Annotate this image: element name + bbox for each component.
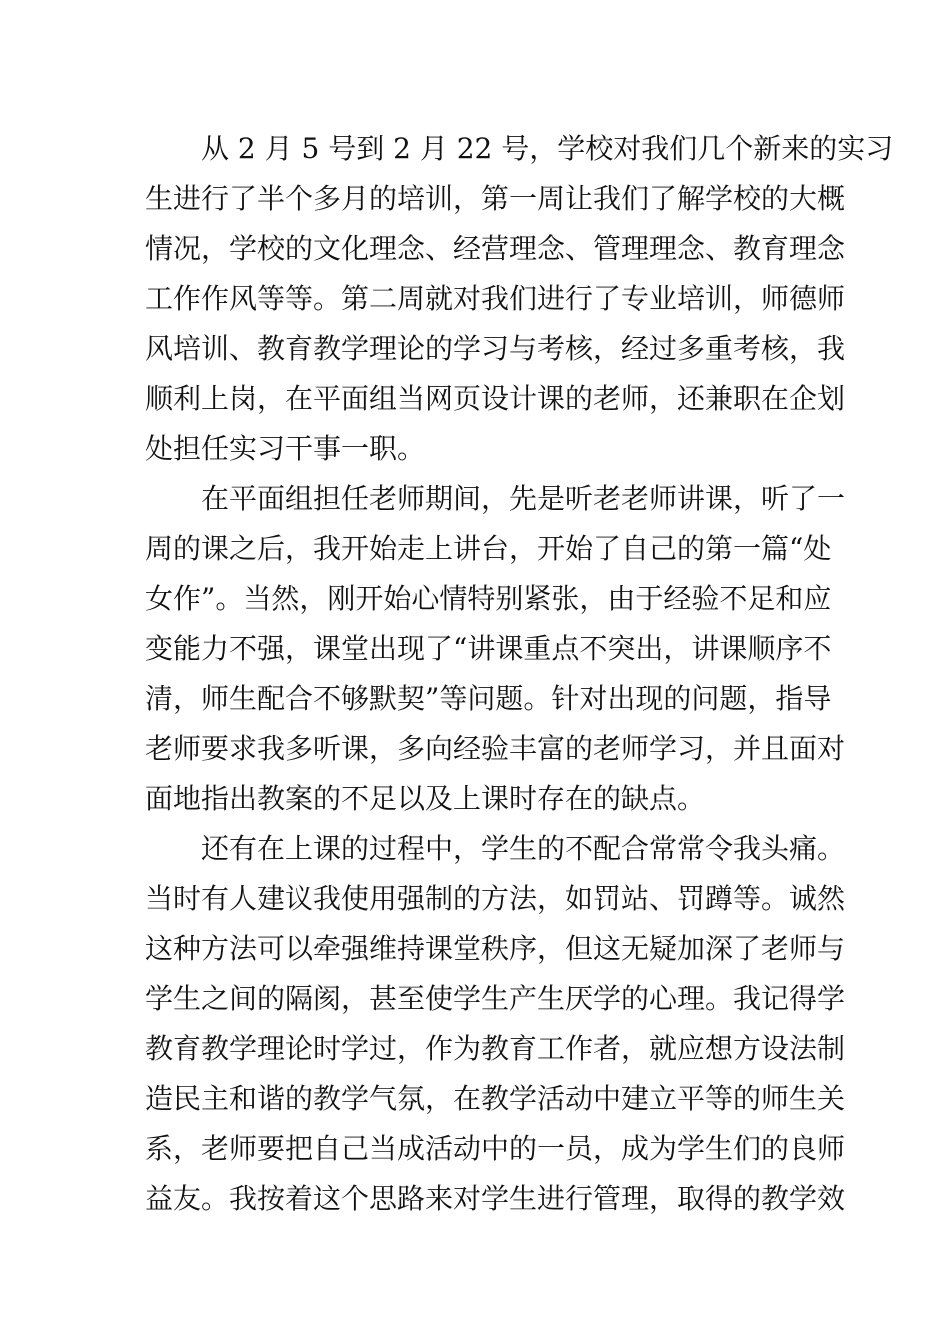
paragraph-line: 风培训、教育教学理论的学习与考核，经过多重考核，我 bbox=[145, 332, 846, 365]
paragraph-line: 变能力不强，课堂出现了“讲课重点不突出，讲课顺序不 bbox=[145, 632, 832, 665]
paragraph-line: 这种方法可以牵强维持课堂秩序，但这无疑加深了老师与 bbox=[145, 932, 846, 965]
paragraph-line: 面地指出教案的不足以及上课时存在的缺点。 bbox=[145, 782, 706, 815]
paragraph-line: 教育教学理论时学过，作为教育工作者，就应想方设法制 bbox=[145, 1032, 846, 1065]
paragraph-line: 还有在上课的过程中，学生的不配合常常令我头痛。 bbox=[201, 832, 846, 865]
paragraph-line: 在平面组担任老师期间，先是听老老师讲课，听了一 bbox=[201, 482, 846, 515]
paragraph-line: 老师要求我多听课，多向经验丰富的老师学习，并且面对 bbox=[145, 732, 846, 765]
paragraph-line: 造民主和谐的教学气氛，在教学活动中建立平等的师生关 bbox=[145, 1082, 846, 1115]
paragraph-line: 工作作风等等。第二周就对我们进行了专业培训，师德师 bbox=[145, 282, 846, 315]
paragraph-line: 清，师生配合不够默契”等问题。针对出现的问题，指导 bbox=[145, 682, 832, 715]
paragraph-line: 处担任实习干事一职。 bbox=[145, 432, 426, 465]
paragraph-line: 当时有人建议我使用强制的方法，如罚站、罚蹲等。诚然 bbox=[145, 882, 846, 915]
paragraph-line: 生进行了半个多月的培训，第一周让我们了解学校的大概 bbox=[145, 182, 846, 215]
paragraph-line: 系，老师要把自己当成活动中的一员，成为学生们的良师 bbox=[145, 1132, 846, 1165]
paragraph-line: 情况，学校的文化理念、经营理念、管理理念、教育理念 bbox=[145, 232, 846, 265]
paragraph-line: 周的课之后，我开始走上讲台，开始了自己的第一篇“处 bbox=[145, 532, 832, 565]
paragraph-line: 女作”。当然，刚开始心情特别紧张，由于经验不足和应 bbox=[145, 582, 832, 615]
paragraph-line: 学生之间的隔阂，甚至使学生产生厌学的心理。我记得学 bbox=[145, 982, 846, 1015]
paragraph-line: 从 2 月 5 号到 2 月 22 号，学校对我们几个新来的实习 bbox=[201, 132, 894, 165]
paragraph-line: 顺利上岗，在平面组当网页设计课的老师，还兼职在企划 bbox=[145, 382, 846, 415]
paragraph-line: 益友。我按着这个思路来对学生进行管理，取得的教学效 bbox=[145, 1182, 846, 1215]
